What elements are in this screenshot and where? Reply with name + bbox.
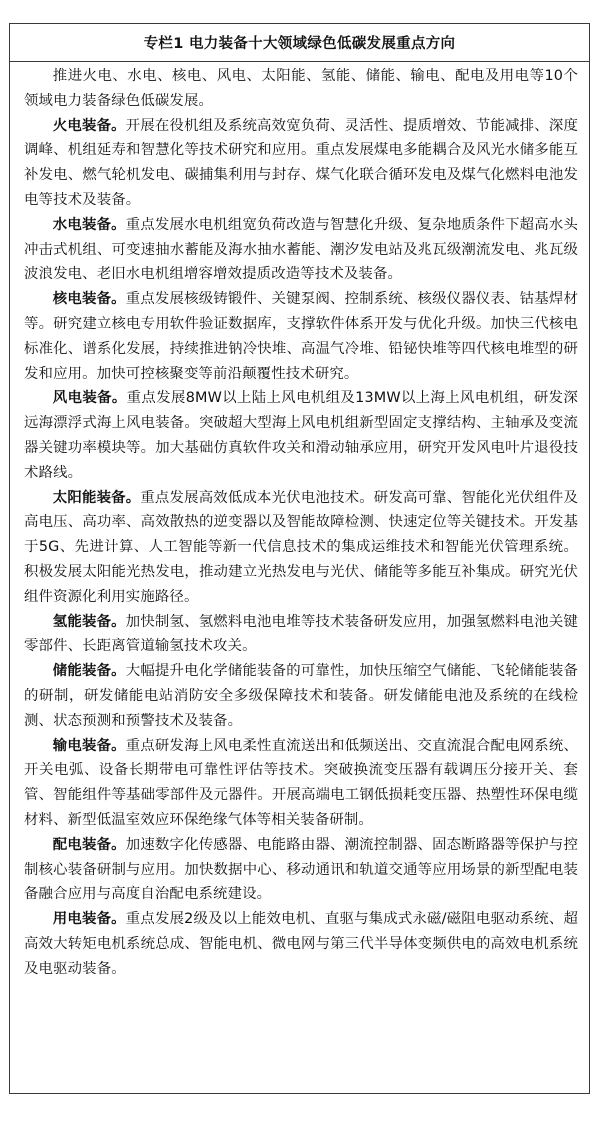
section-text: 加速数字化传感器、电能路由器、潮流控制器、固态断路器等保护与控制核心装备研制与应用。加快数据中心、移动通讯和轨道交通等应用场景的新型配电装备融合应用与高度自治配电系统建设。	[24, 836, 578, 903]
page-title: 专栏1 电力装备十大领域绿色低碳发展重点方向	[143, 36, 456, 52]
section-text: 重点研发海上风电柔性直流送出和低频送出、交直流混合配电网系统、开关电弧、设备长期带电可靠性评估等技术。突破换流变压器有载调压分接开关、套管、智能组件等基础零部件及元器件。开展高端电工钢低损耗变压器、热塑性环保电缆材料、新型低温室效应环保绝缘气体等相关装备研制。	[24, 737, 578, 828]
section-energy-storage	[24, 659, 578, 733]
section-text: 重点发展核级铸锻件、关键泵阀、控制系统、核级仪器仪表、钴基焊材等。研究建立核电专用软件验证数据库，支撑软件体系开发与优化升级。加快三代核电标准化、谱系化发展，持续推进钠冷快堆、高温气冷堆、铅铋快堆等四代核电堆型的研发和应用。加快可控核聚变等前沿颠覆性技术研究。	[24, 291, 578, 382]
section-text: 重点发展高效低成本光伏电池技术。研发高可靠、智能化光伏组件及高电压、高功率、高效散热的逆变器以及智能故障检测、快速定位等关键技术。开发基于5G、先进计算、人工智能等新一代信息技术的集成运维技术和智能光伏管理系统。积极发展太阳能光热发电，推动建立光热发电与光伏、储能等多能互补集成。研究光伏组件资源化利用实施路径。	[24, 489, 578, 605]
section-distribution	[24, 833, 578, 907]
section-text: 重点发展2级及以上能效电机、直驱与集成式永磁/磁阻电驱动系统、超高效大转矩电机系统总成、智能电机、微电网与第三代半导体变频供电的高效电机系统及电驱动装备。	[24, 911, 578, 977]
section-text: 开展在役机组及系统高效宽负荷、灵活性、提质增效、节能减排、深度调峰、机组延寿和智慧化等技术研究和应用。重点发展煤电多能耦合及风光水储多能互补发电、燃气轮机发电、碳捕集利用与封存、煤气化联合循环发电及煤气化燃料电池发电等技术及装备。	[24, 117, 578, 208]
section-hydro-power	[24, 213, 578, 287]
section-solar-power	[24, 486, 578, 610]
section-text: 重点发展水电机组宽负荷改造与智慧化升级、复杂地质条件下超高水头冲击式机组、可变速抽水蓄能及海水抽水蓄能、潮汐发电站及兆瓦级潮流发电、兆瓦级波浪发电、老旧水电机组增容增效提质改造等技术及装备。	[24, 216, 578, 283]
section-heading: 太阳能装备。	[52, 489, 141, 506]
section-heading: 核电装备。	[52, 291, 126, 308]
section-nuclear-power	[24, 287, 578, 386]
section-text: 大幅提升电化学储能装备的可靠性，加快压缩空气储能、飞轮储能装备的研制，研发储能电站消防安全多级保障技术和装备。研发储能电池及系统的在线检测、状态预测和预警技术及装备。	[24, 663, 578, 729]
intro-paragraph: 推进火电、水电、核电、风电、太阳能、氢能、储能、输电、配电及用电等10个领域电力装备绿色低碳发展。	[24, 68, 578, 109]
section-heading: 输电装备。	[52, 737, 126, 754]
column-box	[9, 23, 590, 1094]
section-consumption	[24, 907, 578, 981]
column-content	[10, 62, 589, 981]
section-heading: 氢能装备。	[52, 613, 126, 630]
section-text: 加快制氢、氢燃料电池电堆等技术装备研发应用，加强氢燃料电池关键零部件、长距离管道输氢技术攻关。	[24, 613, 578, 655]
section-thermal-power	[24, 114, 578, 213]
section-transmission	[24, 734, 578, 833]
section-text: 重点发展8MW以上陆上风电机组及13MW以上海上风电机组，研发深远海漂浮式海上风电装备。突破超大型海上风电机组新型固定支撑结构、主轴承及变流器关键功率模块等。加大基础仿真软件攻关和滑动轴承应用，研究开发风电叶片退役技术路线。	[24, 390, 578, 481]
section-heading: 火电装备。	[52, 117, 126, 134]
section-hydrogen	[24, 610, 578, 660]
section-heading: 风电装备。	[52, 390, 127, 407]
section-heading: 用电装备。	[52, 911, 126, 928]
section-heading: 水电装备。	[52, 216, 126, 233]
title-row	[10, 24, 589, 62]
section-heading: 配电装备。	[52, 836, 126, 853]
section-wind-power	[24, 386, 578, 485]
section-heading: 储能装备。	[52, 663, 126, 680]
